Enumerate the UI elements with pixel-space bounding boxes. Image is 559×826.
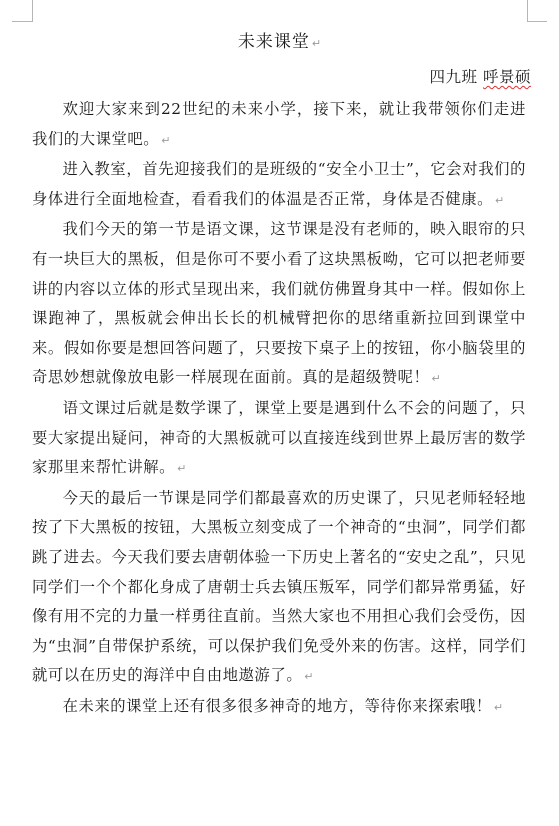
crop-mark-top-right-vertical xyxy=(527,0,528,21)
author-class: 四九班 xyxy=(429,68,478,86)
crop-mark-top-left-vertical xyxy=(32,0,33,21)
paragraph-mark-icon: ↵ xyxy=(177,462,187,476)
author-line[interactable] xyxy=(430,66,531,88)
crop-mark-top-right-horizontal xyxy=(527,21,547,22)
paragraph-1-text: 欢迎大家来到22世纪的未来小学，接下来，就让我带领你们走进我们的大课堂吧。 xyxy=(32,100,526,148)
paragraph-5[interactable] xyxy=(32,484,526,692)
paragraph-4[interactable] xyxy=(32,394,526,484)
document-title-text: 未来课堂 xyxy=(237,32,310,52)
paragraph-3[interactable] xyxy=(32,215,526,394)
paragraph-6-text: 在未来的课堂上还有很多很多神奇的地方，等待你来探索哦！ xyxy=(62,696,492,715)
paragraph-2[interactable] xyxy=(32,155,526,215)
author-name: 呼景硕 xyxy=(482,68,531,86)
paragraph-mark-icon: ↵ xyxy=(493,700,504,714)
document-body[interactable] xyxy=(32,95,526,722)
crop-mark-top-left-horizontal xyxy=(12,21,33,22)
paragraph-mark-icon: ↵ xyxy=(431,372,441,386)
paragraph-3-text: 我们今天的第一节是语文课，这节课是没有老师的，映入眼帘的只有一块巨大的黑板，但是你可不要小看了这块黑板呦，它可以把老师要讲的内容以立体的形式呈现出来，我们就仿佛置身其中一样。假如你上课跑神了，黑板就会伸出长长的机械臂把你的思绪重新拉回到课堂中来。假如你要是想回答问题了，只要按下桌子上的按钮，你小脑袋里的奇思妙想就像放电影一样展现在面前。真的是超级赞呢！ xyxy=(32,220,526,387)
paragraph-mark-icon: ↵ xyxy=(495,193,505,207)
paragraph-6[interactable] xyxy=(32,692,526,723)
paragraph-1[interactable] xyxy=(32,95,526,155)
paragraph-mark-icon: ↵ xyxy=(311,37,322,50)
paragraph-mark-icon: ↵ xyxy=(304,670,314,684)
paragraph-mark-icon: ↵ xyxy=(161,133,171,147)
paragraph-4-text: 语文课过后就是数学课了，课堂上要是遇到什么不会的问题了，只要大家提出疑问，神奇的大黑板就可以直接连线到世界上最厉害的数学家那里来帮忙讲解。 xyxy=(32,398,526,477)
document-title[interactable] xyxy=(0,30,559,56)
paragraph-5-text: 今天的最后一节课是同学们都最喜欢的历史课了，只见老师轻轻地按了下大黑板的按钮，大黑板立刻变成了一个神奇的“虫洞”，同学们都跳了进去。今天我们要去唐朝体验一下历史上著名的“安史之乱”，只见同学们一个个都化身成了唐朝士兵去镇压叛军，同学们都异常勇猛，好像有用不完的力量一样勇往直前。当然大家也不用担心我们会受伤，因为“虫洞”自带保护系统，可以保护我们免受外来的伤害。这样，同学们就可以在历史的海洋中自由地遨游了。 xyxy=(32,488,526,685)
paragraph-2-text: 进入教室，首先迎接我们的是班级的“安全小卫士”，它会对我们的身体进行全面地检查，看看我们的体温是否正常，身体是否健康。 xyxy=(32,160,526,208)
